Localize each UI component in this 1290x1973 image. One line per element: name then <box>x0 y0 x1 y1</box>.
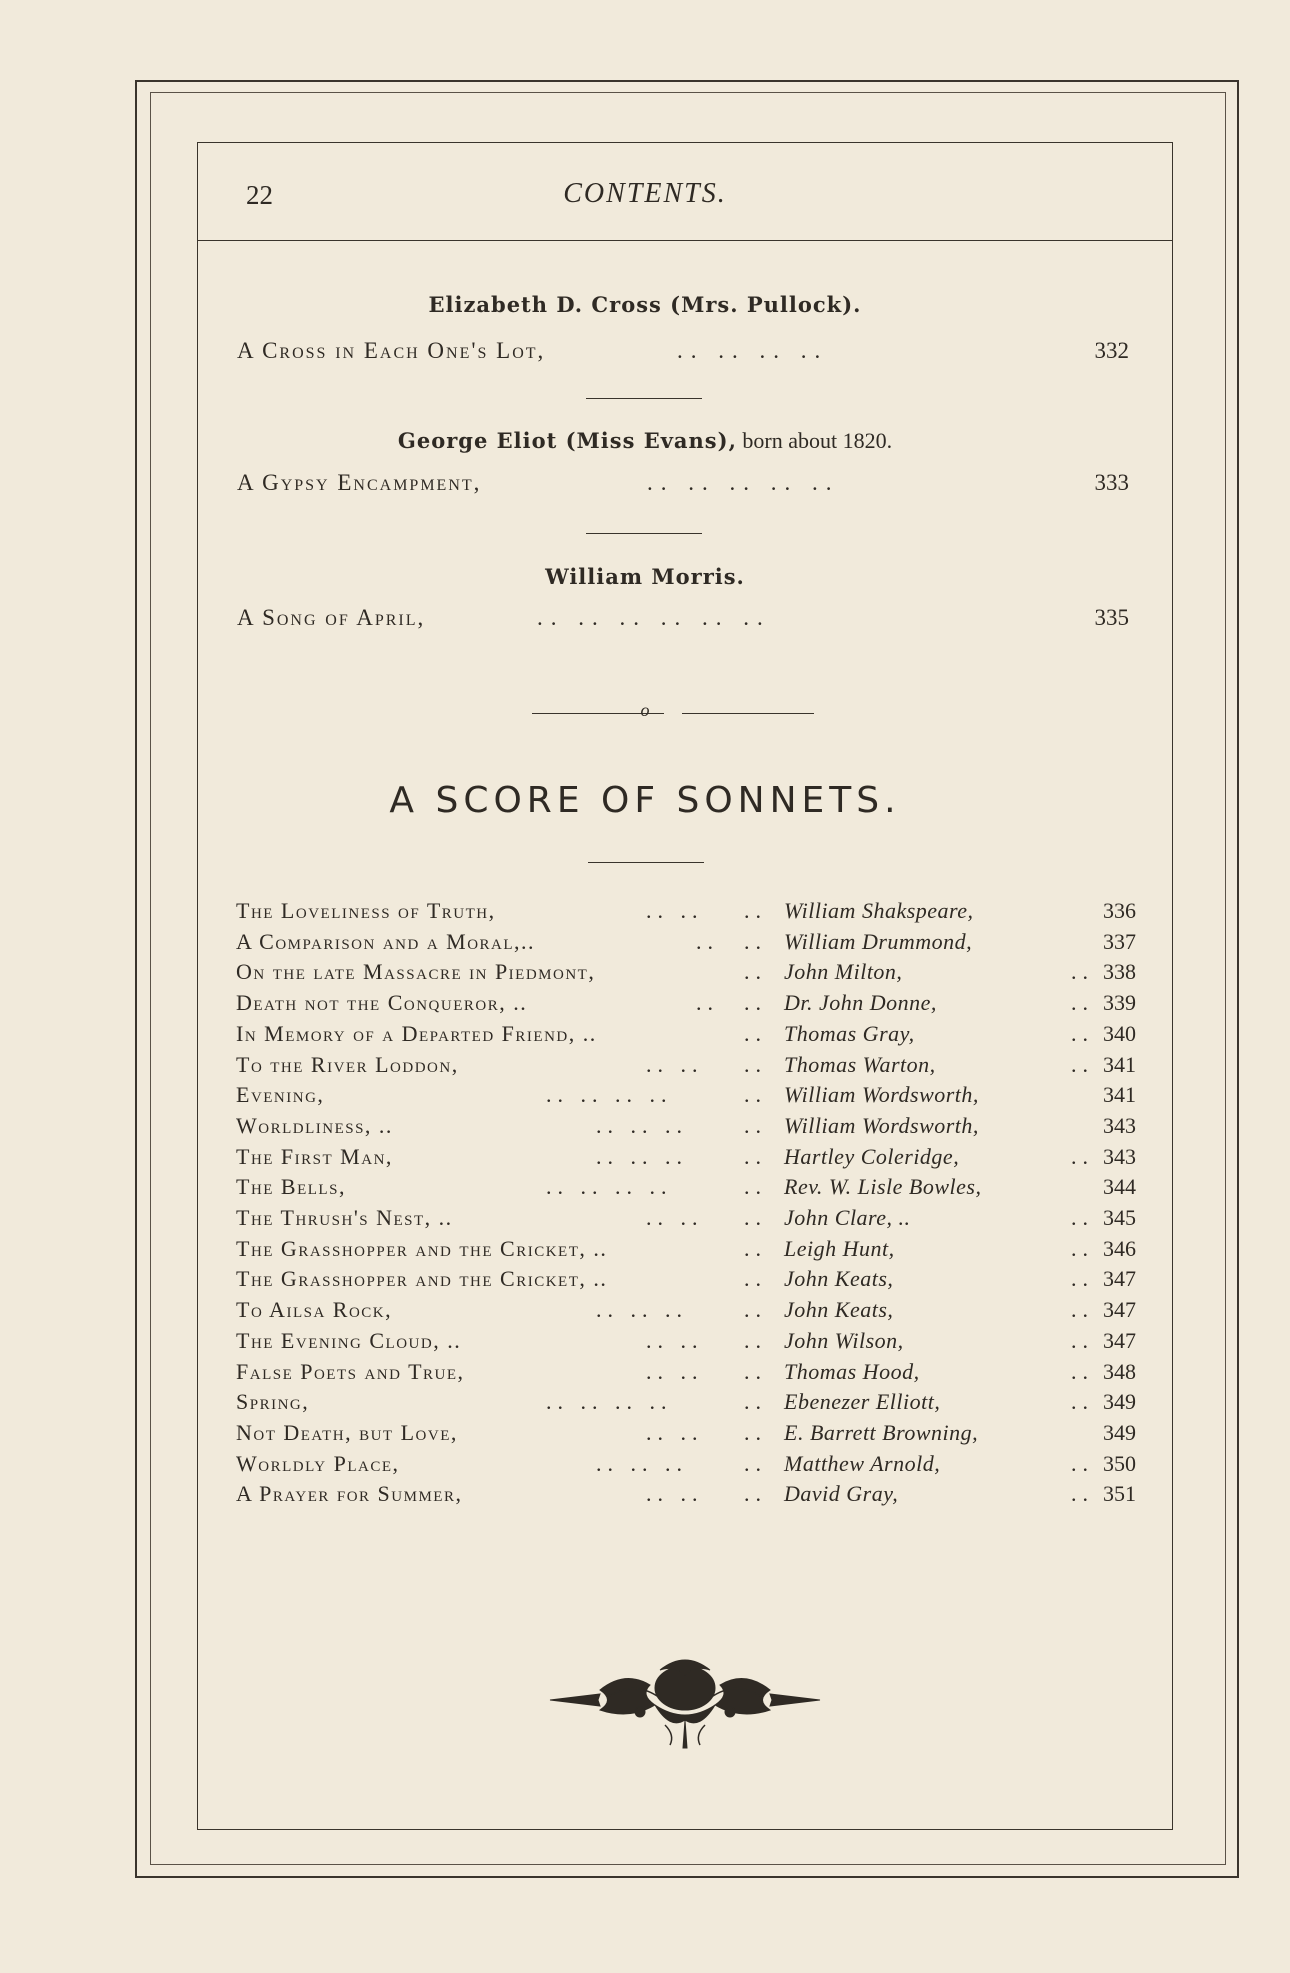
author-leader-dots: .. <box>1071 1359 1094 1384</box>
sonnet-title: A Prayer for Summer, <box>236 1481 463 1506</box>
header-rule <box>197 240 1173 241</box>
author-leader-dots: .. <box>1071 1266 1094 1291</box>
sonnet-author: Thomas Hood, <box>784 1359 920 1384</box>
leader-dots: .. <box>744 1052 767 1077</box>
author-leader-dots: .. <box>1071 959 1094 984</box>
sonnet-row <box>236 959 1136 989</box>
sonnet-title: Worldly Place, <box>236 1451 400 1476</box>
author-note: born about 1820. <box>736 428 893 453</box>
running-title: CONTENTS. <box>563 178 727 209</box>
sonnet-author: William Drummond, <box>784 929 973 954</box>
sonnet-page: 349 <box>1103 1420 1136 1445</box>
sonnet-author: William Wordsworth, <box>784 1082 979 1107</box>
sonnet-title: The Thrush's Nest, .. <box>236 1205 453 1230</box>
author-name: Elizabeth D. Cross (Mrs. Pullock). <box>428 292 862 317</box>
sonnet-title: Spring, <box>236 1389 310 1414</box>
sonnet-title: A Comparison and a Moral,.. <box>236 929 536 954</box>
author-leader-dots: .. <box>1071 1451 1094 1476</box>
floral-ornament-icon <box>540 1650 830 1750</box>
leader-dots: .. <box>744 929 767 954</box>
sonnet-page: 339 <box>1103 990 1136 1015</box>
entry-title: A Song of April, <box>237 605 426 630</box>
sonnet-page: 341 <box>1103 1082 1136 1107</box>
leader-dots: .. <box>744 1021 767 1046</box>
entry-page: 332 <box>1094 338 1129 363</box>
sonnet-row <box>236 1205 1136 1235</box>
sonnet-page: 341 <box>1103 1052 1136 1077</box>
author-name: William Morris. <box>545 564 745 589</box>
separator-mark: o <box>640 700 650 720</box>
sonnet-title: The Bells, <box>236 1174 346 1199</box>
sonnet-author: Hartley Coleridge, <box>784 1144 960 1169</box>
leader-dots: .. <box>744 1113 767 1138</box>
sonnet-page: 336 <box>1103 898 1136 923</box>
author-leader-dots: .. <box>1071 990 1094 1015</box>
leader-dots: .. .. <box>646 1359 704 1384</box>
leader-dots: .. <box>696 929 719 954</box>
entry-page: 335 <box>1094 605 1129 630</box>
leader-dots: .. <box>744 1451 767 1476</box>
sonnet-row <box>236 1359 1136 1389</box>
leader-dots: .. <box>744 1420 767 1445</box>
sonnet-row <box>236 1328 1136 1358</box>
leader-dots: .. <box>744 959 767 984</box>
leader-dots: .. <box>696 990 719 1015</box>
sonnet-page: 347 <box>1103 1266 1136 1291</box>
sonnet-title: False Poets and True, <box>236 1359 465 1384</box>
section-title: A SCORE OF SONNETS. <box>389 780 901 821</box>
entry-divider <box>586 533 702 534</box>
separator-line-right <box>682 713 814 714</box>
sonnet-row <box>236 990 1136 1020</box>
leader-dots: .. .. <box>646 1205 704 1230</box>
sonnet-author: Matthew Arnold, <box>784 1451 941 1476</box>
sonnet-title: The Loveliness of Truth, <box>236 898 496 923</box>
leader-dots: .. .. .. .. <box>546 1389 673 1414</box>
sonnet-row <box>236 898 1136 928</box>
sonnet-row <box>236 1297 1136 1327</box>
author-heading <box>0 292 1290 318</box>
sonnet-page: 337 <box>1103 929 1136 954</box>
sonnet-row <box>236 1052 1136 1082</box>
author-leader-dots: .. <box>1071 1297 1094 1322</box>
sonnet-row <box>236 1389 1136 1419</box>
leader-dots: .. .. <box>646 1420 704 1445</box>
author-leader-dots: .. <box>1071 1021 1094 1046</box>
leader-dots: .. <box>744 990 767 1015</box>
leader-dots: .. .. .. <box>596 1297 688 1322</box>
sonnet-author: William Shakspeare, <box>784 898 974 923</box>
sonnet-page: 345 <box>1103 1205 1136 1230</box>
entry-title: A Gypsy Encampment, <box>237 470 482 495</box>
leader-dots: .. <box>744 1144 767 1169</box>
leader-dots: .. <box>744 1389 767 1414</box>
author-leader-dots: .. <box>1071 1205 1094 1230</box>
leader-dots: .. .. .. .. <box>546 1174 673 1199</box>
sonnet-author: John Milton, <box>784 959 903 984</box>
leader-dots: .. .. .. .. <box>546 1082 673 1107</box>
sonnet-title: Not Death, but Love, <box>236 1420 458 1445</box>
sonnet-author: John Keats, <box>784 1266 894 1291</box>
leader-dots: .. <box>744 1328 767 1353</box>
sonnet-title: In Memory of a Departed Friend, .. <box>236 1021 597 1046</box>
sonnet-page: 351 <box>1103 1481 1136 1506</box>
leader-dots: .. .. .. <box>596 1144 688 1169</box>
sonnet-row <box>236 1113 1136 1143</box>
sonnet-title: The Evening Cloud, .. <box>236 1328 462 1353</box>
sonnet-row <box>236 1481 1136 1511</box>
sonnet-title: To Ailsa Rock, <box>236 1297 393 1322</box>
leader-dots: .. .. .. .. .. .. <box>537 605 771 630</box>
author-leader-dots: .. <box>1071 1481 1094 1506</box>
sonnet-page: 344 <box>1103 1174 1136 1199</box>
sonnet-title: The Grasshopper and the Cricket, .. <box>236 1236 608 1261</box>
sonnet-row <box>236 1420 1136 1450</box>
sonnet-author: John Clare, .. <box>784 1205 911 1230</box>
sonnet-author: Thomas Gray, <box>784 1021 915 1046</box>
sonnet-row <box>236 1236 1136 1266</box>
author-leader-dots: .. <box>1071 1052 1094 1077</box>
sonnet-page: 349 <box>1103 1389 1136 1414</box>
sonnet-author: Rev. W. Lisle Bowles, <box>784 1174 982 1199</box>
author-leader-dots: .. <box>1071 1144 1094 1169</box>
leader-dots: .. <box>744 1236 767 1261</box>
sonnet-row <box>236 1144 1136 1174</box>
sonnet-author: David Gray, <box>784 1481 899 1506</box>
leader-dots: .. .. <box>646 1052 704 1077</box>
author-leader-dots: .. <box>1071 1236 1094 1261</box>
entry-page: 333 <box>1094 470 1129 495</box>
sonnet-row <box>236 1082 1136 1112</box>
leader-dots: .. <box>744 898 767 923</box>
leader-dots: .. <box>744 1205 767 1230</box>
sonnet-page: 350 <box>1103 1451 1136 1476</box>
sonnet-author: William Wordsworth, <box>784 1113 979 1138</box>
sonnet-page: 338 <box>1103 959 1136 984</box>
leader-dots: .. .. <box>646 1481 704 1506</box>
sonnet-page: 347 <box>1103 1297 1136 1322</box>
entry-divider <box>586 398 702 399</box>
sonnet-author: Ebenezer Elliott, <box>784 1389 941 1414</box>
sonnet-title: On the late Massacre in Piedmont, <box>236 959 596 984</box>
sonnet-row <box>236 1021 1136 1051</box>
sonnet-title: To the River Loddon, <box>236 1052 459 1077</box>
leader-dots: .. <box>744 1481 767 1506</box>
sonnet-page: 347 <box>1103 1328 1136 1353</box>
leader-dots: .. <box>744 1266 767 1291</box>
leader-dots: .. .. .. .. .. <box>647 470 840 495</box>
author-leader-dots: .. <box>1071 1389 1094 1414</box>
sonnet-author: Dr. John Donne, <box>784 990 937 1015</box>
page-number: 22 <box>246 180 273 210</box>
leader-dots: .. <box>744 1082 767 1107</box>
author-leader-dots: .. <box>1071 1328 1094 1353</box>
sonnet-page: 346 <box>1103 1236 1136 1261</box>
sonnet-row <box>236 1451 1136 1481</box>
sonnet-title: Death not the Conqueror, .. <box>236 990 528 1015</box>
sonnet-row <box>236 1174 1136 1204</box>
sonnet-title: Worldliness, .. <box>236 1113 393 1138</box>
sonnet-author: E. Barrett Browning, <box>784 1420 979 1445</box>
sonnet-page: 340 <box>1103 1021 1136 1046</box>
sonnet-author: John Keats, <box>784 1297 894 1322</box>
leader-dots: .. <box>744 1359 767 1384</box>
sonnet-page: 343 <box>1103 1144 1136 1169</box>
sonnet-page: 348 <box>1103 1359 1136 1384</box>
author-heading <box>0 564 1290 590</box>
section-title-rule <box>588 862 704 863</box>
sonnet-author: John Wilson, <box>784 1328 904 1353</box>
sonnet-author: Leigh Hunt, <box>784 1236 895 1261</box>
entry-title: A Cross in Each One's Lot, <box>237 338 546 363</box>
sonnet-title: The First Man, <box>236 1144 393 1169</box>
sonnet-title: The Grasshopper and the Cricket, .. <box>236 1266 608 1291</box>
sonnet-title: Evening, <box>236 1082 325 1107</box>
sonnet-page: 343 <box>1103 1113 1136 1138</box>
leader-dots: .. <box>744 1297 767 1322</box>
sonnet-author: Thomas Warton, <box>784 1052 936 1077</box>
leader-dots: .. .. <box>646 898 704 923</box>
leader-dots: .. <box>744 1174 767 1199</box>
author-name: George Eliot (Miss Evans), <box>397 428 737 453</box>
author-heading <box>0 428 1290 454</box>
sonnet-row <box>236 1266 1136 1296</box>
sonnet-row <box>236 929 1136 959</box>
leader-dots: .. .. <box>646 1328 704 1353</box>
leader-dots: .. .. .. <box>596 1113 688 1138</box>
leader-dots: .. .. .. <box>596 1451 688 1476</box>
leader-dots: .. .. .. .. <box>677 338 829 363</box>
